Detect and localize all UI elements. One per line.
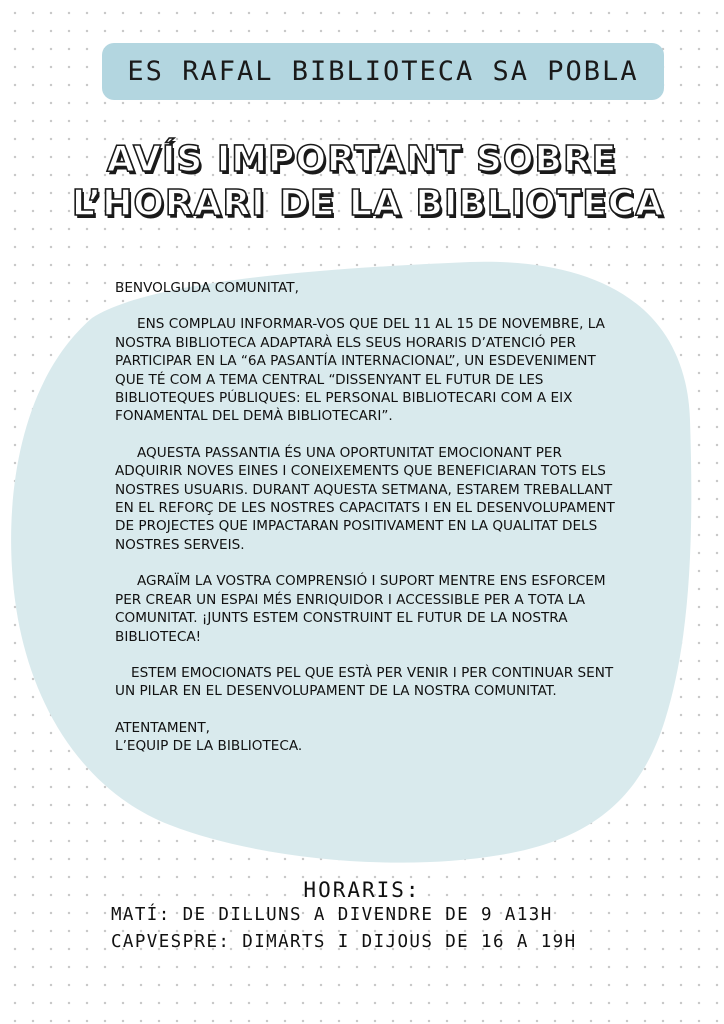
hours-title: HORARIS:	[303, 878, 421, 902]
hours-morning: MATÍ: DE DILLUNS A DIVENDRE DE 9 A13H	[111, 905, 553, 925]
title-line-1: AVÍS IMPORTANT SOBRE	[106, 139, 618, 180]
library-name: ES RAFAL BIBLIOTECA SA POBLA	[127, 56, 639, 87]
letter-body	[115, 279, 620, 756]
library-name-banner	[102, 43, 664, 100]
opening-hours	[0, 878, 724, 902]
letter-greeting: BENVOLGUDA COMUNITAT,	[115, 280, 299, 296]
letter-paragraph-2: AQUESTA PASSANTIA ÉS UNA OPORTUNITAT EMOCIONANT PER ADQUIRIR NOVES EINES I CONEIXEMENTS QUE BENEFICIARAN TOTS ELS NOSTRES USUARIS. DURANT AQUESTA SETMANA, ESTAREM TREBALLANT EN EL REFORÇ DE LES NOSTRES CAPACITATS I EN EL DESENVOLUPAMENT DE PROJECTES QUE IMPACTARAN POSITIVAMENT EN LA QUALITAT DELS NOSTRES SERVEIS.	[115, 444, 615, 553]
title-line-2: L’HORARI DE LA BIBLIOTECA	[71, 183, 665, 224]
hours-evening: CAPVESPRE: DIMARTS I DIJOUS DE 16 A 19H	[111, 932, 577, 952]
letter-closing: ATENTAMENT,	[115, 719, 210, 736]
page-title	[0, 138, 724, 226]
letter-signature: L’EQUIP DE LA BIBLIOTECA.	[115, 738, 303, 755]
letter-paragraph-3: AGRAÏM LA VOSTRA COMPRENSIÓ I SUPORT MENTRE ENS ESFORCEM PER CREAR UN ESPAI MÉS ENRIQUIDOR I ACCESSIBLE PER A TOTA LA COMUNITAT. ¡JUNTS ESTEM CONSTRUINT EL FUTUR DE LA NOSTRA BIBLIOTECA!	[115, 573, 606, 645]
letter-paragraph-1: ENS COMPLAU INFORMAR-VOS QUE DEL 11 AL 15 DE NOVEMBRE, LA NOSTRA BIBLIOTECA ADAPTARÀ ELS SEUS HORARIS D’ATENCIÓ PER PARTICIPAR EN LA “6A PASANTÍA INTERNACIONAL”, UN ESDEVENIMENT QUE TÉ COM A TEMA CENTRAL “DISSENYANT EL FUTUR DE LES BIBLIOTEQUES PÚBLIQUES: EL PERSONAL BIBLIOTECARI COM A EIX FONAMENTAL DEL DEMÀ BIBLIOTECARI”.	[115, 316, 605, 425]
letter-paragraph-4: ESTEM EMOCIONATS PEL QUE ESTÀ PER VENIR I PER CONTINUAR SENT UN PILAR EN EL DESENVOLUPAMENT DE LA NOSTRA COMUNITAT.	[115, 664, 614, 700]
